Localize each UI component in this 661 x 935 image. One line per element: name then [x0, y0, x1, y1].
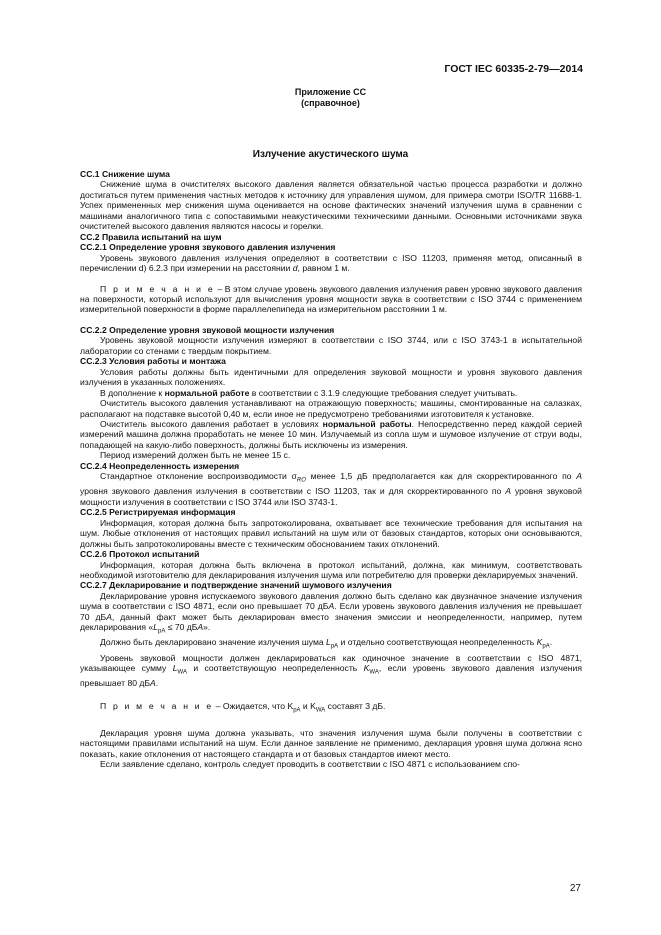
- paragraph: Если заявление сделано, контроль следует проводить в соответствии с ISO 4871 с использованием спо-: [100, 759, 520, 770]
- section-heading-cc23: СС.2.3 Условия работы и монтажа: [80, 356, 226, 367]
- section-heading-cc1: СС.1 Снижение шума: [80, 169, 170, 179]
- annex-title: Приложение СС: [294, 87, 367, 97]
- note-label: П р и м е ч а н и е: [100, 700, 214, 711]
- annex-kind: (справочное): [301, 98, 360, 108]
- paragraph: Декларирование уровня испускаемого звукового давления должно быть сделано как двузначное значение излучения шума в соответствии с ISO 4871, если оно превышает 70 дБА. Если уровень звукового давления излучения не превышает 70 дБА, данный факт может быть декларирован вместо значения эмиссии и неопределенности, например, путем декларирования «$L_{pA} \le 70$ дБА».: [80, 590, 583, 636]
- note: П р и м е ч а н и е – Ожидается, что $K_{pA}$ и $K_{WA}$ составят 3 дБ.: [100, 700, 386, 714]
- paragraph: В дополнение к нормальной работе в соответствии с 3.1.9 следующие требования следует учитывать.: [100, 387, 518, 398]
- annex-heading: [0, 87, 661, 109]
- note: П р и м е ч а н и е – В этом случае уровень звукового давления излучения равен уровню звукового давления на поверхности, который используют для вычисления уровня мощности звука в соответствии с ISO 3744 с применением измерительной поверхности в форме параллелепипеда на измерительном расстоянии 1 м.: [80, 283, 582, 315]
- page-number: 27: [569, 883, 581, 894]
- paragraph: Информация, которая должна быть включена в протокол испытаний, должна, как минимум, соответствовать необходимой изготовителю для декларирования излучения шума или потребителю для проверки декларируемых значений.: [80, 559, 582, 581]
- paragraph: Снижение шума в очистителях высокого давления является обязательной частью процесса разработки и должно достигаться путем применения частных методов к источнику для управления шумом, для примера смотри ISO/TR 11688-1. Успех примененных мер снижения шума оценивается на основе фактических значений излучения шума в сравнении с машинами аналогичного типа с сопоставимыми неакустическими техническими данными. Основными источниками звука очистителей высокого давления являются насосы и горелки.: [80, 179, 582, 232]
- paragraph: Очиститель высокого давления устанавливают на отражающую поверхность; машины, смонтированные на салазках, располагают на подставке высотой 0,40 м, если иное не предусмотрено требованиями изготовителя к установке.: [80, 398, 582, 419]
- section-heading-cc22: СС.2.2 Определение уровня звуковой мощности излучения: [80, 324, 335, 335]
- paragraph: Очиститель высокого давления работает в условиях нормальной работы. Непосредственно перед каждой серией измерений машина должна проработать не менее 10 мин. Излучаемый из сопла шум и шумовое излучение от струи воды, попадающей на какую-либо поверхность, должны быть исключены из измерения.: [80, 418, 583, 450]
- section-heading-cc24: СС.2.4 Неопределенность измерения: [80, 460, 240, 471]
- section-heading-cc26: СС.2.6 Протокол испытаний: [80, 549, 200, 560]
- section-heading-cc27: СС.2.7 Декларирование и подтверждение значений шумового излучения: [80, 580, 392, 591]
- section-heading-cc2: СС.2 Правила испытаний на шум: [80, 231, 222, 242]
- paragraph: Уровень звуковой мощности должен декларироваться как одиночное значение в соответствии с ISO 4871, указывающее сумму $L_{WA}$ и соответствующую неопределенность $K_{WA}$, если уровень звукового давления излучения превышает 80 дБА.: [80, 652, 582, 689]
- paragraph: Период измерений должен быть не менее 15 с.: [100, 450, 291, 461]
- paragraph: Декларация уровня шума должна указывать, что значения излучения шума были получены в соответствии с настоящими правилами испытаний на шум. Если данное заявление не применимо, декларация уровня шума должна ясно показать, какие отклонения от настоящего стандарта и от базовых стандартов имеют место.: [80, 727, 582, 759]
- note-label: П р и м е ч а н и е: [100, 283, 215, 294]
- document-body: [80, 169, 582, 770]
- paragraph: Условия работы должны быть идентичными для определения звуковой мощности и уровня звукового давления излучения в указанных положениях.: [80, 366, 582, 388]
- paragraph: Стандартное отклонение воспроизводимости $\sigma_{RO}$ менее 1,5 дБ предполагается как для скорректированного по А уровня звукового давления излучения в соответствии с ISO 11203, так и для скорректированного по А уровня звуковой мощности излучения в соответствии с ISO 3744 или ISO 3743-1.: [80, 471, 582, 507]
- paragraph: Уровень звуковой мощности излучения измеряют в соответствии с ISO 3744, или с ISO 3743-1 в испытательной лаборатории со стенами с твердым покрытием.: [80, 335, 582, 356]
- paragraph: Должно быть декларировано значение излучения шума $L_{pA}$ и отдельно соответствующая неопределенность $K_{pA}$.: [100, 637, 553, 651]
- section-heading-cc21: СС.2.1 Определение уровня звукового давления излучения: [80, 242, 336, 253]
- paragraph: Уровень звукового давления излучения определяют в соответствии с ISO 11203, применяя метод, описанный в перечислении d) 6.2.3 при измерении на расстоянии d, равном 1 м.: [80, 252, 582, 274]
- main-title: Излучение акустического шума: [252, 149, 409, 160]
- section-heading-cc25: СС.2.5 Регистрируемая информация: [80, 507, 236, 518]
- paragraph: Информация, которая должна быть запротоколирована, охватывает все технические требования для испытания на шум. Любые отклонения от настоящих правил испытаний на шум или от базовых стандартов, которых они основываются, должны быть запротоколированы вместе с техническим обоснованием таких отклонений.: [80, 517, 582, 549]
- document-code: ГОСТ IEC 60335-2-79—2014: [444, 63, 583, 75]
